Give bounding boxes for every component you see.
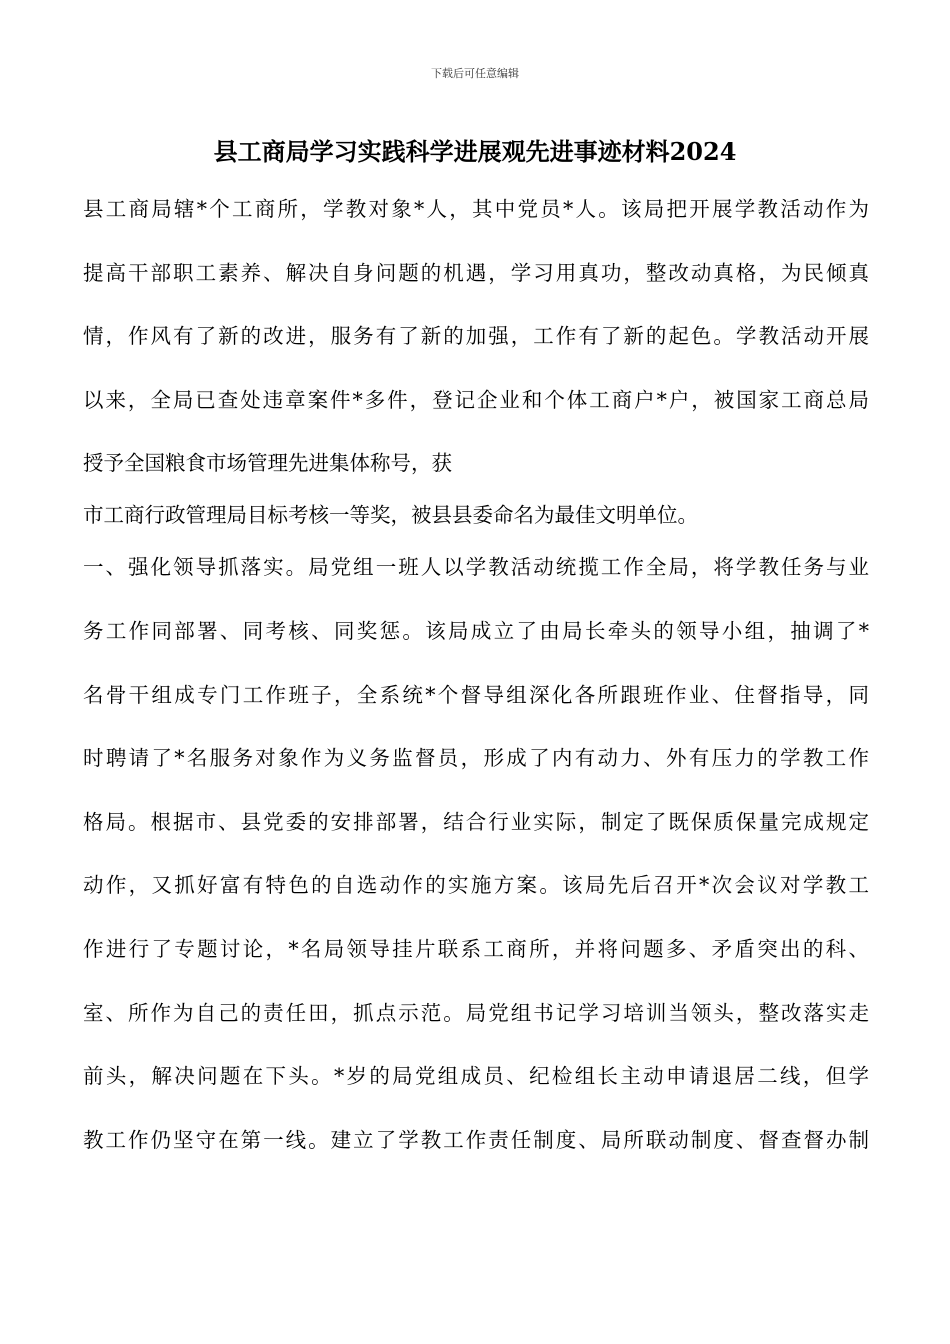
document-body (83, 191, 869, 1185)
body-line: 格局。根据市、县党委的安排部署，结合行业实际，制定了既保质保量完成规定 (83, 809, 869, 834)
body-line: 情，作风有了新的改进，服务有了新的加强，工作有了新的起色。学教活动开展 (83, 324, 869, 349)
body-line: 务工作同部署、同考核、同奖惩。该局成立了由局长牵头的领导小组，抽调了* (83, 618, 869, 643)
body-line: 前头，解决问题在下头。*岁的局党组成员、纪检组长主动申请退居二线，但学 (83, 1064, 869, 1089)
body-line: 授予全国粮食市场管理先进集体称号，获 (83, 451, 452, 476)
body-line: 动作，又抓好富有特色的自选动作的实施方案。该局先后召开*次会议对学教工 (83, 873, 869, 898)
document-title: 县工商局学习实践科学进展观先进事迹材料2024 (213, 137, 737, 166)
body-line: 市工商行政管理局目标考核一等奖，被县县委命名为最佳文明单位。 (83, 503, 698, 528)
body-line: 教工作仍坚守在第一线。建立了学教工作责任制度、局所联动制度、督查督办制 (83, 1127, 869, 1152)
body-line: 县工商局辖*个工商所，学教对象*人，其中党员*人。该局把开展学教活动作为 (83, 197, 869, 221)
body-line: 作进行了专题讨论，*名局领导挂片联系工商所，并将问题多、矛盾突出的科、 (83, 936, 869, 961)
body-line: 时聘请了*名服务对象作为义务监督员，形成了内有动力、外有压力的学教工作 (83, 746, 869, 771)
body-line: 名骨干组成专门工作班子，全系统*个督导组深化各所跟班作业、住督指导，同 (83, 682, 869, 707)
body-line: 以来，全局已查处违章案件*多件，登记企业和个体工商户*户，被国家工商总局 (83, 387, 869, 412)
body-line: 一、强化领导抓落实。局党组一班人以学教活动统揽工作全局，将学教任务与业 (83, 555, 869, 580)
body-line: 室、所作为自己的责任田，抓点示范。局党组书记学习培训当领头，整改落实走 (83, 1000, 869, 1025)
body-line: 提高干部职工素养、解决自身问题的机遇，学习用真功，整改动真格，为民倾真 (83, 260, 869, 285)
header-note: 下载后可任意编辑 (431, 67, 519, 80)
